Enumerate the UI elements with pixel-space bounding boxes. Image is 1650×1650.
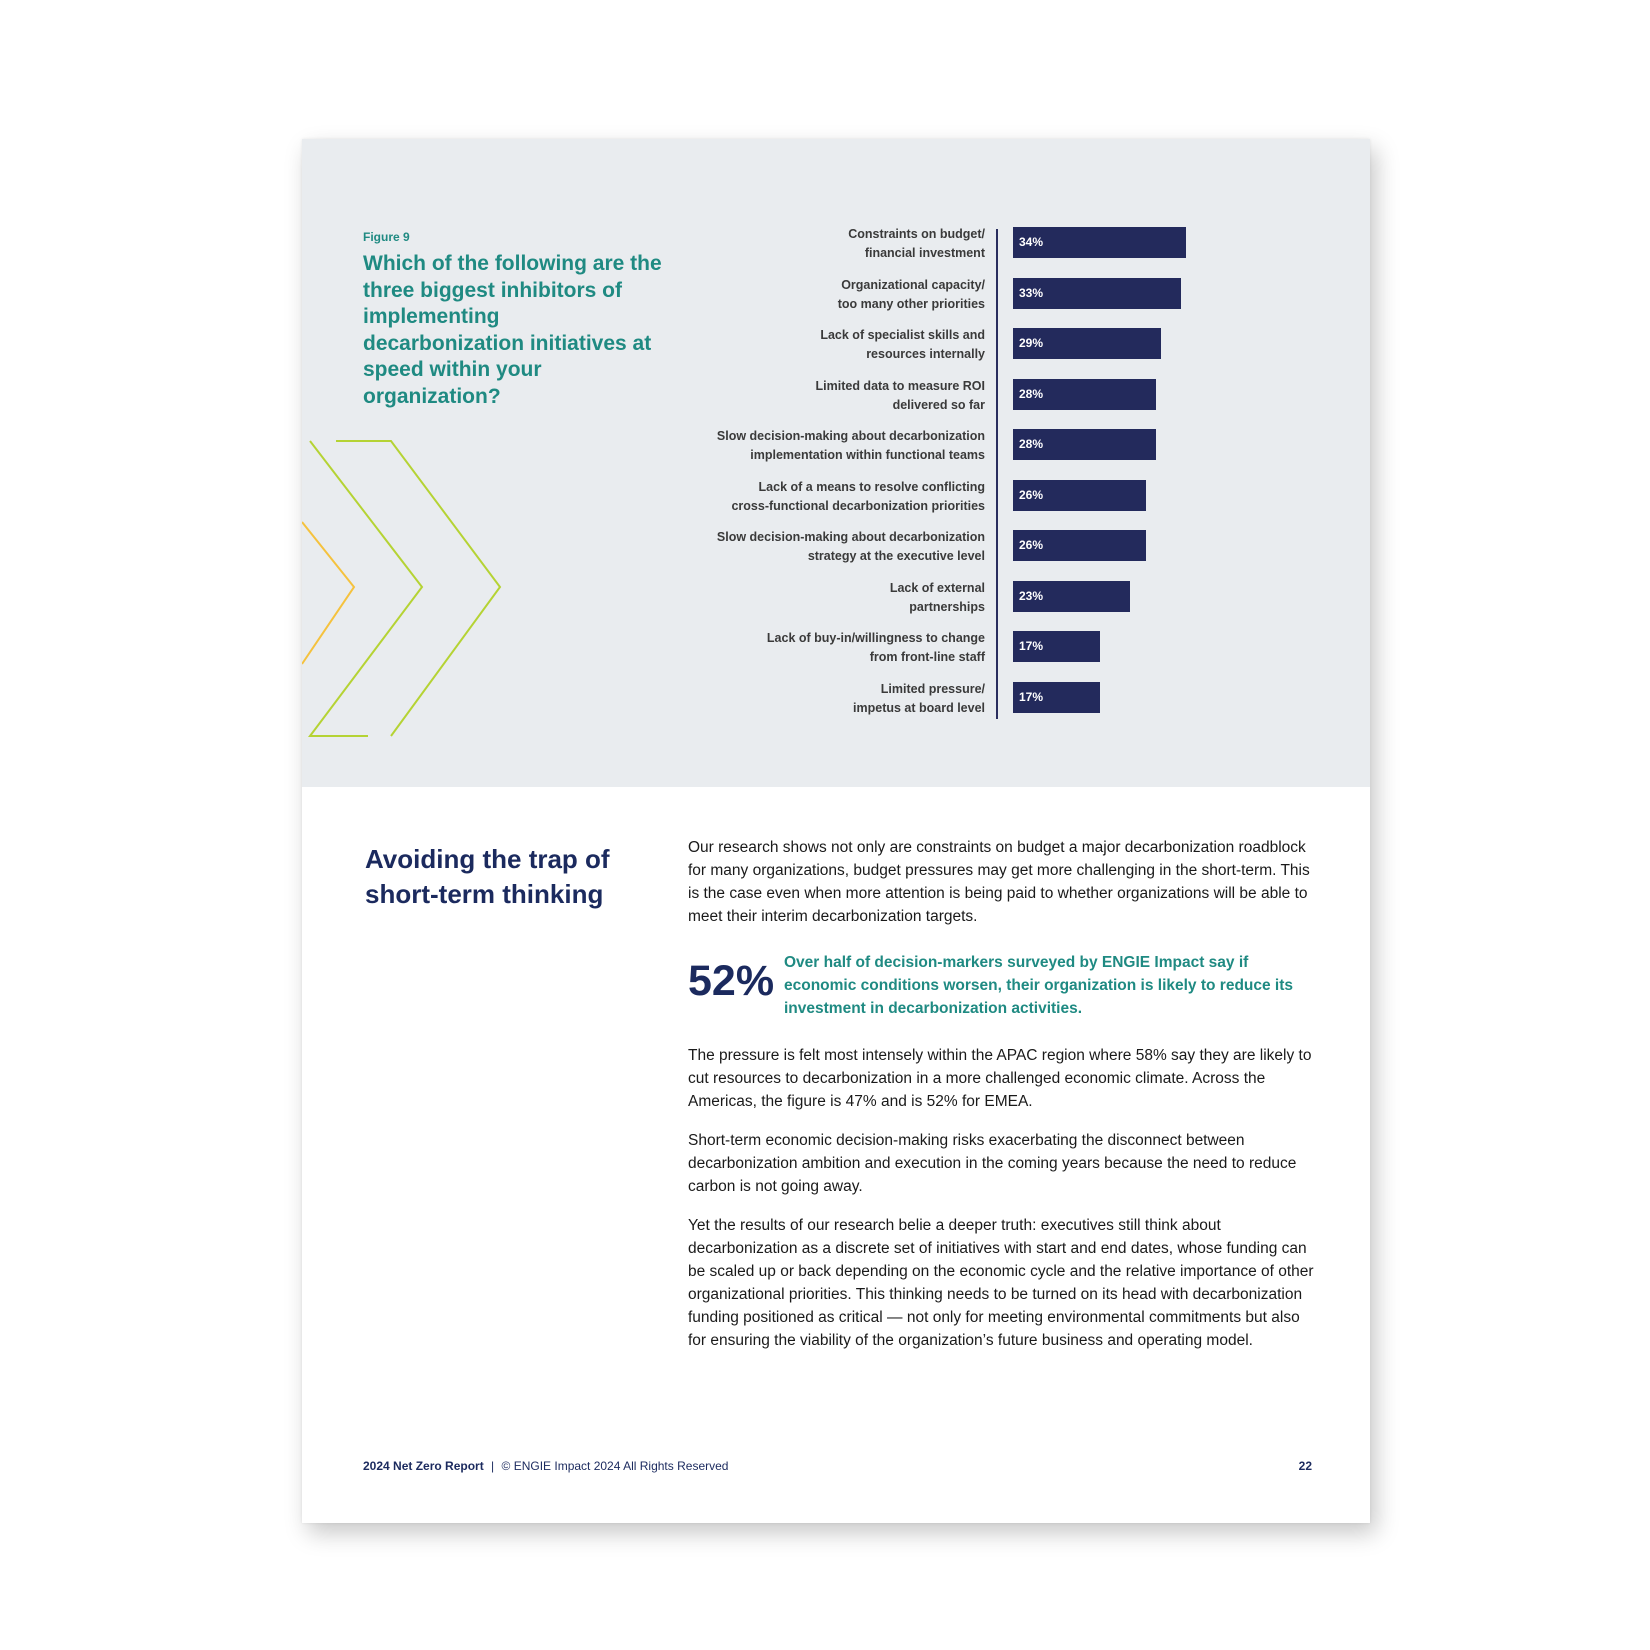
category-label-line: financial investment (864, 246, 985, 260)
category-label-line: Lack of a means to resolve conflicting (758, 479, 985, 494)
bar-value-label: 26% (1019, 538, 1044, 552)
bar-value-label: 34% (1019, 235, 1044, 249)
category-label-line: Limited pressure/ (880, 681, 985, 696)
category-label (685, 680, 985, 718)
figure-label: Figure 9 (363, 230, 410, 244)
body-paragraph-2: The pressure is felt most intensely within the APAC region where 58% say they are likely to cut resources to decarbonization in a more challenged economic climate. Across the Americas, the figure is 47% and is 52% for EMEA. (688, 1047, 1312, 1110)
category-label (685, 377, 985, 415)
category-label-line: Lack of buy-in/willingness to change (766, 631, 985, 645)
bar-chart (302, 139, 1370, 787)
footer-left (363, 1459, 728, 1473)
chart-bar (1013, 379, 1156, 410)
chart-bar (1013, 278, 1181, 309)
category-label (685, 478, 985, 516)
category-label (685, 326, 985, 364)
category-label-line: implementation within functional teams (750, 448, 985, 462)
bar-value-label: 33% (1019, 285, 1044, 300)
footer-copyright: © ENGIE Impact 2024 All Rights Reserved (501, 1459, 729, 1473)
bar-value-label: 28% (1019, 386, 1044, 401)
page-number: 22 (1298, 1459, 1312, 1473)
bar-value-label: 26% (1019, 487, 1044, 502)
chart-bar (1013, 530, 1146, 561)
category-label-line: Constraints on budget/ (848, 227, 985, 241)
category-label (685, 427, 985, 465)
chart-bar (1013, 631, 1100, 662)
category-label-line: partnerships (909, 599, 985, 614)
category-label-line: Slow decision-making about decarbonization (716, 530, 985, 544)
category-label-line: Organizational capacity/ (841, 277, 985, 292)
category-label-line: Lack of external (889, 580, 985, 595)
chart-bar (1013, 682, 1100, 713)
category-label (685, 579, 985, 617)
report-page (302, 139, 1370, 1523)
category-label (685, 276, 985, 314)
section-heading: Avoiding the trap of short-term thinking (365, 844, 610, 909)
chart-axis-line (996, 229, 998, 719)
stat-number: 52% (688, 957, 775, 1005)
category-label-line: impetus at board level (853, 700, 985, 715)
category-label-line: too many other priorities (837, 296, 985, 311)
bar-value-label: 29% (1019, 336, 1044, 350)
chart-bar (1013, 480, 1146, 511)
category-label-line: cross-functional decarbonization priorities (731, 498, 985, 513)
body-paragraph-3: Short-term economic decision-making risks exacerbating the disconnect between decarbonization ambition and execution in the coming years because the need to reduce carbon is not going away. (688, 1132, 1297, 1195)
body-paragraph-1: Our research shows not only are constraints on budget a major decarbonization roadblock for many organizations, budget pressures may get more challenging in the short-term. This is the case even when more attention is being paid to whether organizations will be able to meet their interim decarbonization targets. (688, 839, 1310, 925)
bar-value-label: 28% (1019, 437, 1044, 451)
chart-bar (1013, 581, 1130, 612)
category-label-line: from front-line staff (869, 650, 985, 664)
category-label-line: strategy at the executive level (807, 549, 985, 563)
body-paragraph-4: Yet the results of our research belie a deeper truth: executives still think about decarbonization as a discrete set of initiatives with start and end dates, whose funding can be scaled up or back depending on the economic cycle and the relative importance of other organizational priorities. This thinking needs to be turned on its head with decarbonization funding positioned as critical — not only for meeting environmental commitments but also for ensuring the viability of the organization’s future business and operating model. (688, 1217, 1314, 1349)
category-label-line: Lack of specialist skills and (820, 328, 985, 342)
bar-value-label: 17% (1019, 689, 1044, 704)
chart-bar (1013, 328, 1161, 359)
category-label-line: Limited data to measure ROI (815, 378, 985, 393)
category-label-line: Slow decision-making about decarbonization (716, 429, 985, 443)
chart-bar (1013, 227, 1186, 258)
footer-report-title: 2024 Net Zero Report (363, 1459, 484, 1473)
figure-panel (302, 139, 1370, 787)
category-label (685, 629, 985, 667)
category-label (685, 225, 985, 263)
chart-bar (1013, 429, 1156, 460)
category-label-line: resources internally (866, 347, 985, 361)
bar-value-label: 17% (1019, 639, 1044, 653)
bar-value-label: 23% (1019, 588, 1044, 603)
footer-separator: | (491, 1459, 495, 1473)
category-label (685, 528, 985, 566)
category-label-line: delivered so far (892, 397, 985, 412)
stat-callout: Over half of decision-markers surveyed by ENGIE Impact say if economic conditions worsen, their organization is likely to reduce its investment in decarbonization activities. (784, 954, 1294, 1017)
figure-question: Which of the following are the three biggest inhibitors of implementing decarbonization initiatives at speed within your organization? (363, 252, 662, 408)
